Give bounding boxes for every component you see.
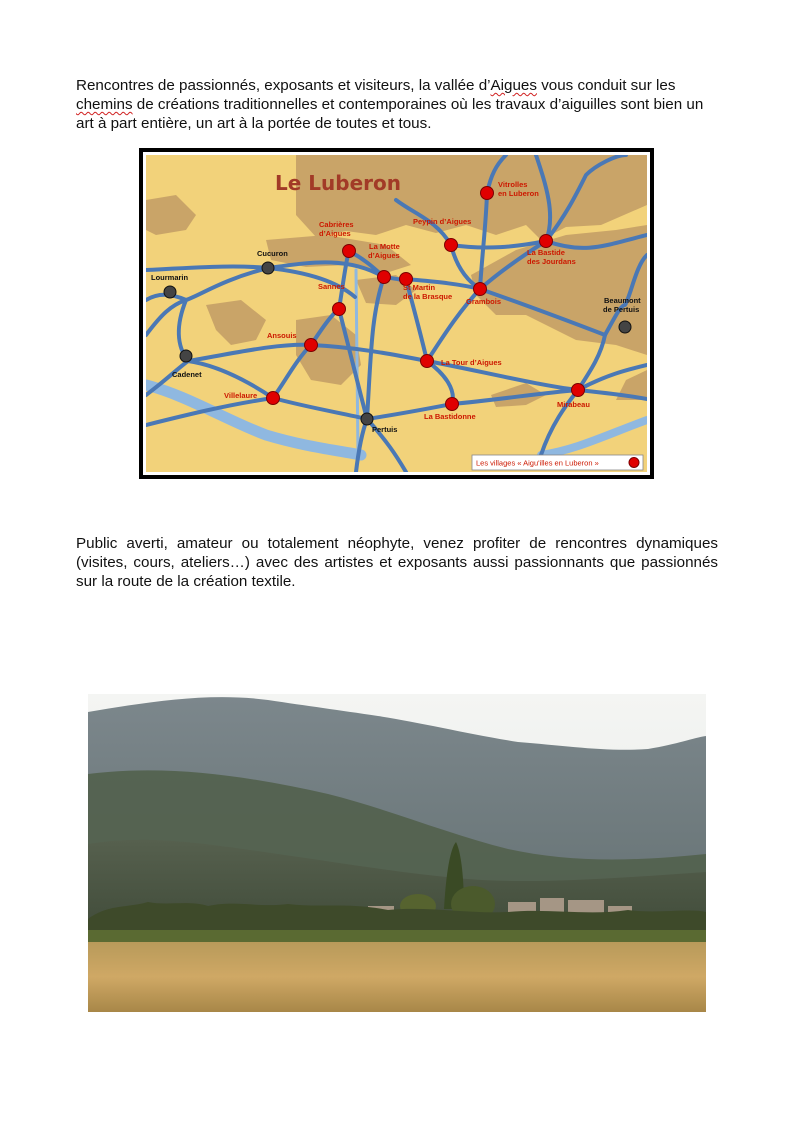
label-beaumont-1: Beaumont bbox=[604, 296, 641, 305]
label-la-tour: La Tour d’Aigues bbox=[441, 358, 502, 367]
marker-grambois bbox=[474, 283, 487, 296]
vineyard-rows bbox=[88, 930, 706, 944]
marker-peypin bbox=[445, 239, 458, 252]
luberon-map bbox=[146, 155, 647, 472]
marker-cabrieres bbox=[343, 245, 356, 258]
label-cabrieres-2: d’Aigues bbox=[319, 229, 351, 238]
marker-la-tour bbox=[421, 355, 434, 368]
map-title: Le Luberon bbox=[275, 171, 401, 195]
marker-bastidonne bbox=[446, 398, 459, 411]
marker-vitrolles bbox=[481, 187, 494, 200]
marker-la-bastide bbox=[540, 235, 553, 248]
label-la-motte-2: d’Aigues bbox=[368, 251, 400, 260]
label-mirabeau: Mirabeau bbox=[557, 400, 590, 409]
label-beaumont-2: de Pertuis bbox=[603, 305, 640, 314]
marker-mirabeau bbox=[572, 384, 585, 397]
luberon-map-frame bbox=[139, 148, 654, 479]
label-sannes: Sannes bbox=[318, 282, 345, 291]
intro-text-3: de créations traditionnelles et contemporaines où les travaux d’aiguilles sont bien un art à part entière, un art à la portée de toutes et tous. bbox=[76, 96, 704, 132]
label-vitrolles-1: Vitrolles bbox=[498, 180, 528, 189]
misspelled-word-chemins: chemins bbox=[76, 96, 133, 113]
label-pertuis: Pertuis bbox=[372, 425, 398, 434]
label-lourmarin: Lourmarin bbox=[151, 273, 189, 282]
map-legend bbox=[472, 455, 643, 470]
legend-marker bbox=[629, 458, 639, 468]
label-la-bastide-1: La Bastide bbox=[527, 248, 565, 257]
marker-beaumont bbox=[619, 321, 631, 333]
label-st-martin-2: de la Brasque bbox=[403, 292, 453, 301]
label-ansouis: Ansouis bbox=[267, 331, 297, 340]
label-la-motte-1: La Motte bbox=[369, 242, 400, 251]
wheat-field bbox=[88, 942, 706, 1012]
intro-paragraph bbox=[76, 76, 718, 133]
label-cadenet: Cadenet bbox=[172, 370, 202, 379]
intro-text-1: Rencontres de passionnés, exposants et visiteurs, la vallée d’ bbox=[76, 77, 491, 94]
label-vitrolles-2: en Luberon bbox=[498, 189, 539, 198]
misspelled-word-aigues: Aigues bbox=[490, 77, 537, 94]
marker-pertuis bbox=[361, 413, 373, 425]
label-st-martin-1: St Martin bbox=[403, 283, 436, 292]
marker-villelaure bbox=[267, 392, 280, 405]
legend-text: Les villages « Aigu'illes en Luberon » bbox=[476, 458, 599, 468]
marker-sannes bbox=[333, 303, 346, 316]
marker-cadenet bbox=[180, 350, 192, 362]
luberon-landscape-image bbox=[88, 694, 706, 1012]
label-grambois: Grambois bbox=[466, 297, 502, 306]
landscape-photo bbox=[88, 694, 706, 1012]
marker-cucuron bbox=[262, 262, 274, 274]
label-cucuron: Cucuron bbox=[257, 249, 288, 258]
label-cabrieres-1: Cabrières bbox=[319, 220, 354, 229]
label-la-bastide-2: des Jourdans bbox=[527, 257, 576, 266]
marker-la-motte bbox=[378, 271, 391, 284]
intro-text-2: vous conduit sur les bbox=[536, 77, 676, 94]
second-paragraph: Public averti, amateur ou totalement néophyte, venez profiter de rencontres dynamiques (visites, cours, ateliers…) avec des artistes et exposants aussi passionnants que passionnés sur la route de la création textile. bbox=[76, 535, 718, 590]
label-peypin: Peypin d’Aigues bbox=[413, 217, 472, 226]
label-villelaure: Villelaure bbox=[224, 391, 258, 400]
marker-lourmarin bbox=[164, 286, 176, 298]
marker-ansouis bbox=[305, 339, 318, 352]
label-bastidonne: La Bastidonne bbox=[424, 412, 476, 421]
